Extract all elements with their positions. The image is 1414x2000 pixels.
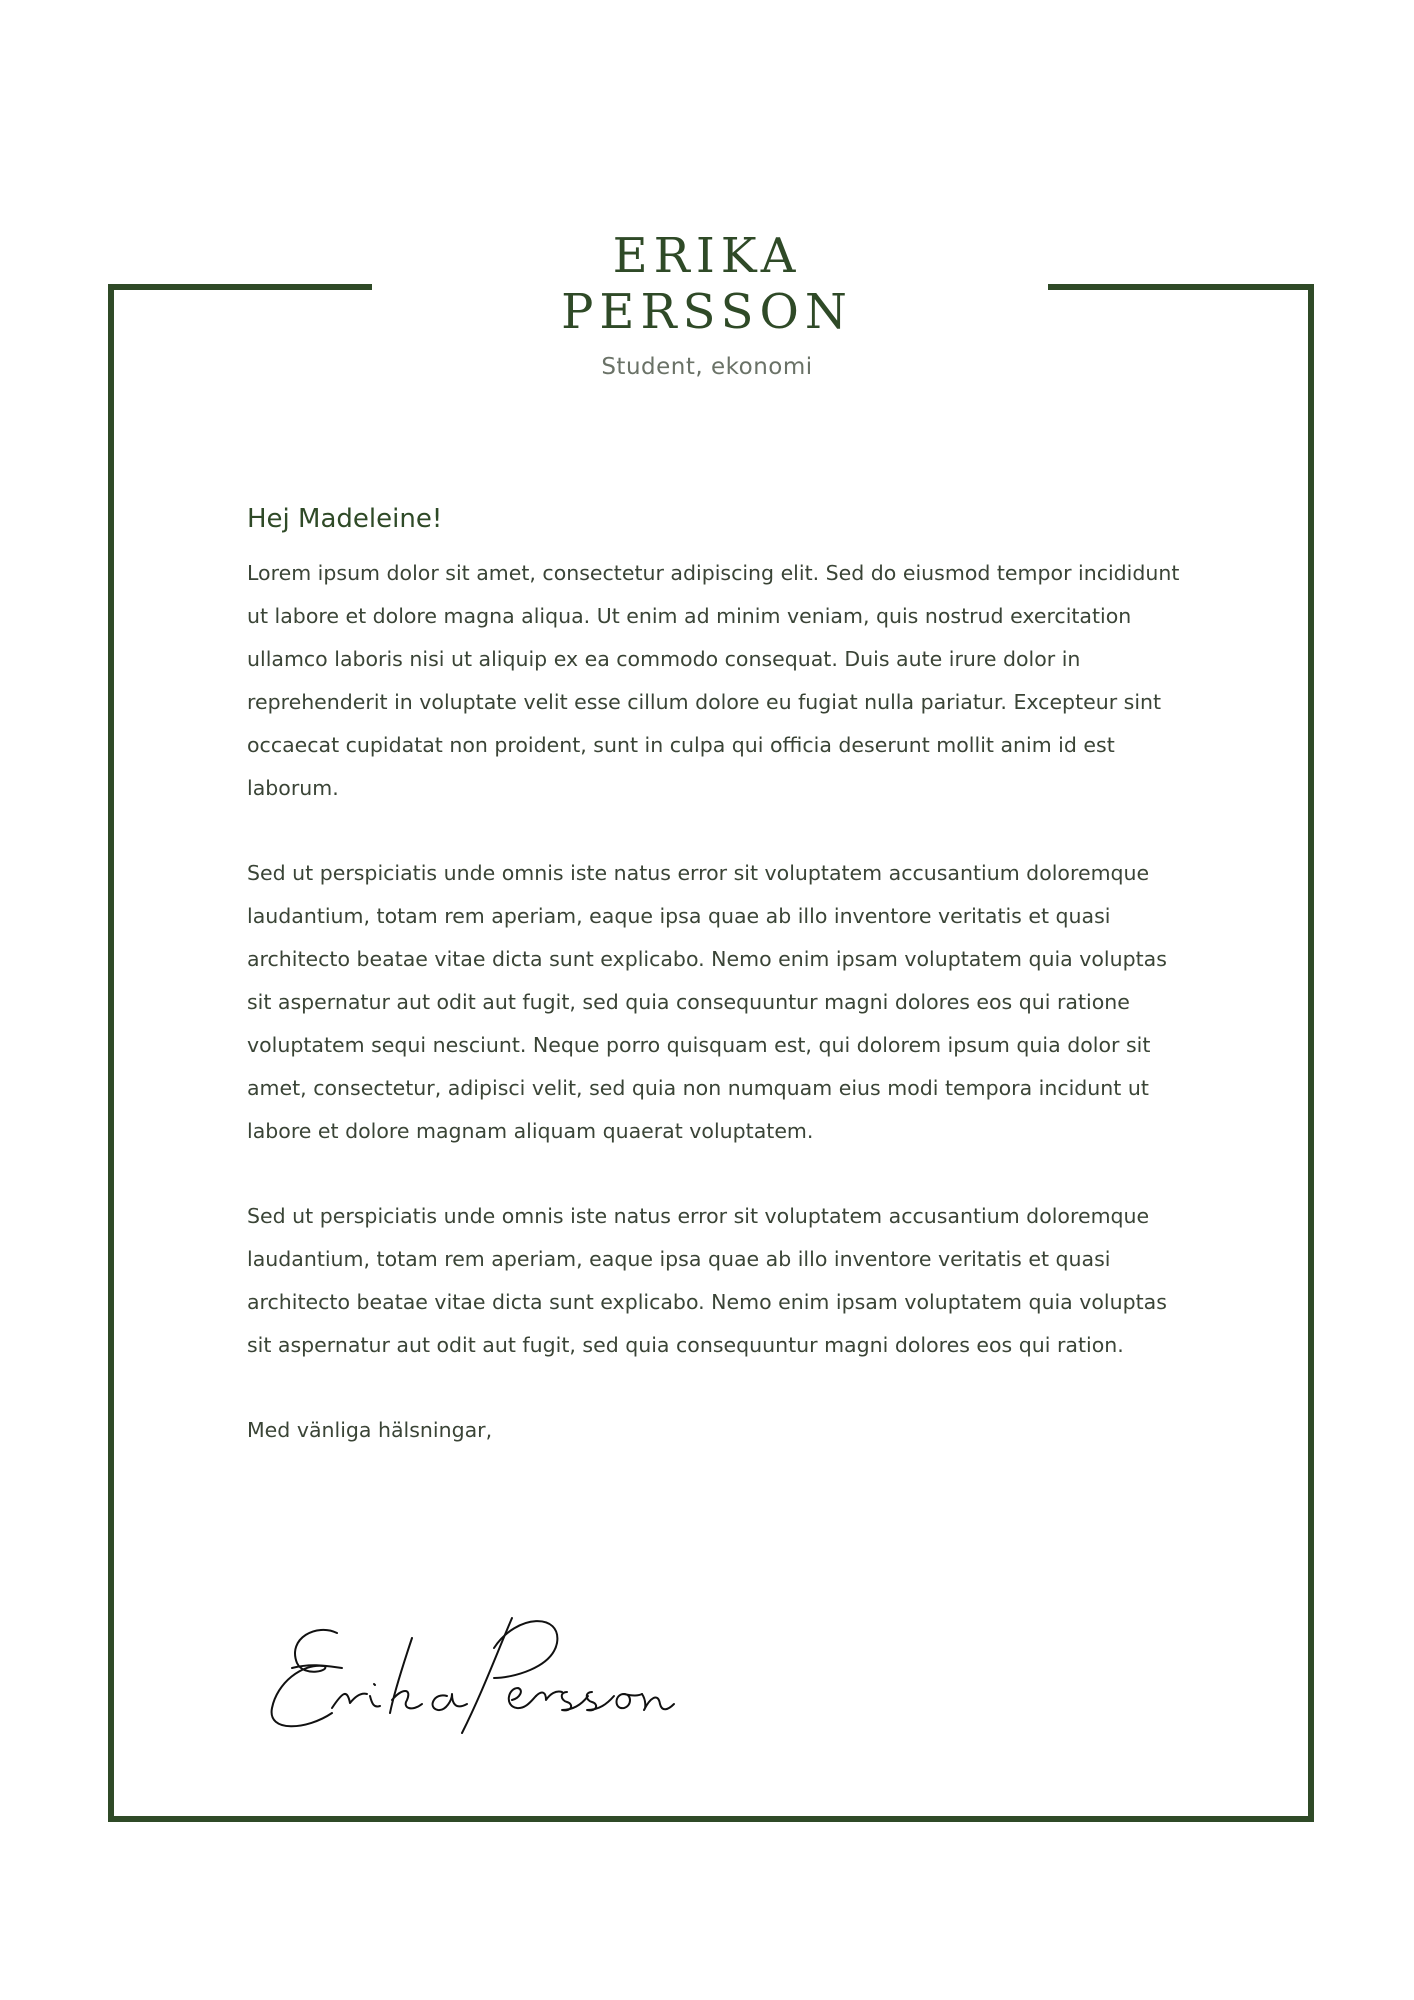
greeting: Hej Madeleine! xyxy=(247,504,443,534)
frame-bottom-line xyxy=(108,1816,1314,1822)
paragraph-2: Sed ut perspiciatis unde omnis iste natus error sit voluptatem accusantium doloremque laudantium, totam rem aperiam, eaque ipsa quae ab illo inventore veritatis et quasi architecto beatae vitae dicta sunt explicabo. Nemo enim ipsam voluptatem quia voluptas sit aspernatur aut odit aut fugit, sed quia consequuntur magni dolores eos qui ratione voluptatem sequi nesciunt. Neque porro quisquam est, qui dolorem ipsum quia dolor sit amet, consectetur, adipisci velit, sed quia non numquam eius modi tempora incidunt ut labore et dolore magnam aliquam quaerat voluptatem. xyxy=(247,861,1167,1143)
paragraph-1: Lorem ipsum dolor sit amet, consectetur adipiscing elit. Sed do eiusmod tempor incididunt ut labore et dolore magna aliqua. Ut enim ad minim veniam, quis nostrud exercitation ullamco laboris nisi ut aliquip ex ea commodo consequat. Duis aute irure dolor in reprehenderit in voluptate velit esse cillum dolore eu fugiat nulla pariatur. Excepteur sint occaecat cupidatat non proident, sunt in culpa qui officia deserunt mollit anim id est laborum. xyxy=(247,561,1180,800)
signature-drawing xyxy=(262,1608,682,1738)
subtitle: Student, ekonomi xyxy=(601,354,813,380)
paragraph-3: Sed ut perspiciatis unde omnis iste natus error sit voluptatem accusantium doloremque laudantium, totam rem aperiam, eaque ipsa quae ab illo inventore veritatis et quasi architecto beatae vitae dicta sunt explicabo. Nemo enim ipsam voluptatem quia voluptas sit aspernatur aut odit aut fugit, sed quia consequuntur magni dolores eos qui ration. xyxy=(247,1204,1167,1357)
last-name: PERSSON xyxy=(561,284,853,340)
first-name: ERIKA xyxy=(612,228,802,284)
signature xyxy=(262,1608,682,1738)
frame-right-line xyxy=(1308,284,1314,1822)
letter-body xyxy=(247,504,1187,1452)
frame-left-line xyxy=(108,284,114,1822)
closing: Med vänliga hälsningar, xyxy=(247,1418,493,1442)
letter-header xyxy=(0,228,1414,380)
